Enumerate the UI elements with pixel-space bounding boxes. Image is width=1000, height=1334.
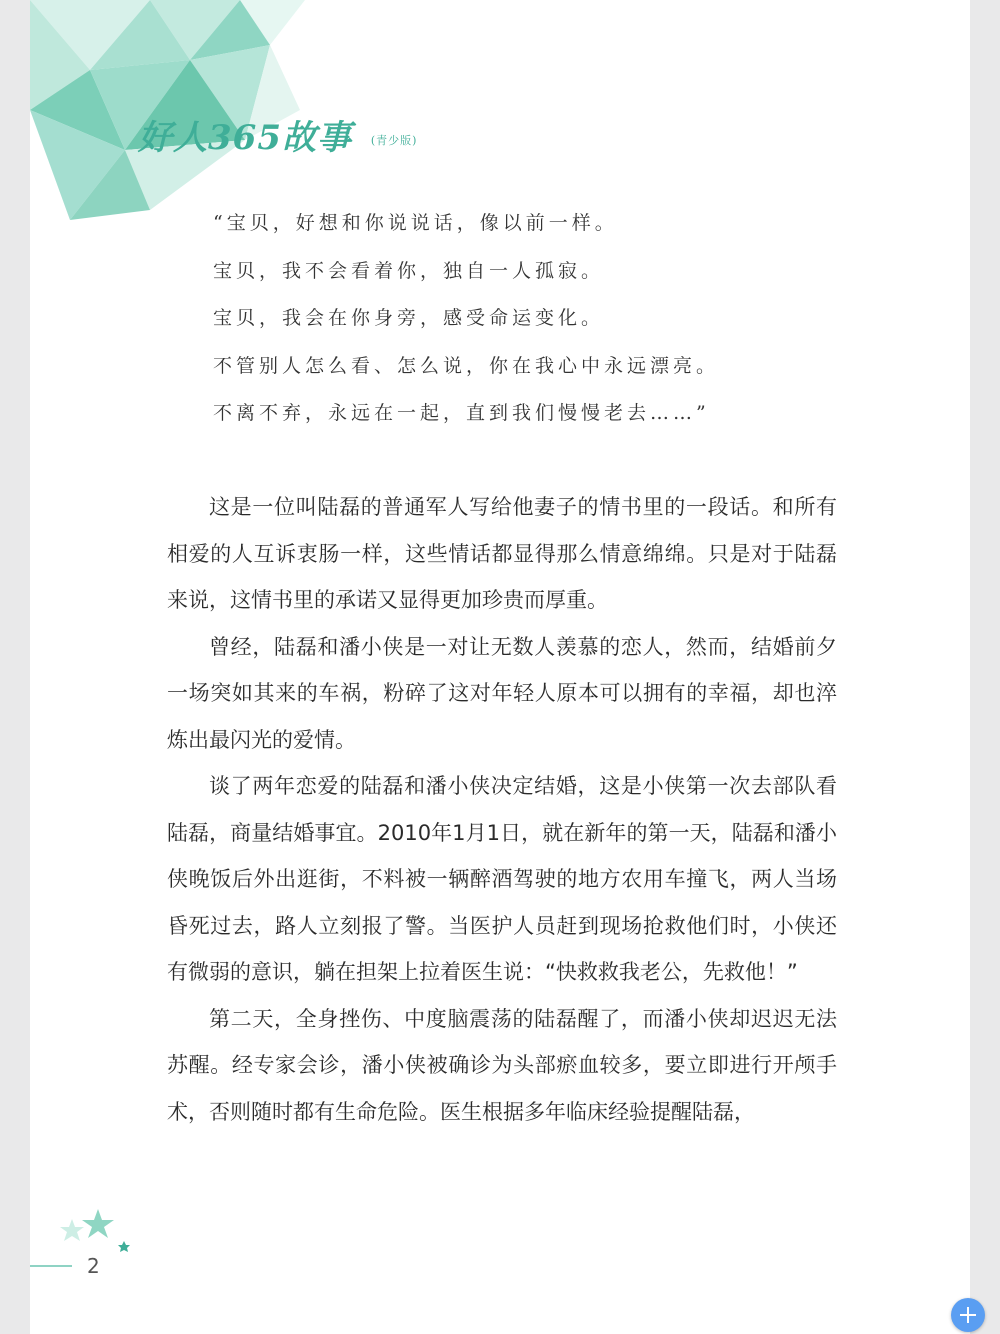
poem-line: 不管别人怎么看、怎么说，你在我心中永远漂亮。 (213, 354, 720, 377)
star-icon (60, 1219, 84, 1241)
plus-icon (959, 1306, 977, 1324)
book-page (30, 0, 970, 1334)
stars-decoration (58, 1205, 148, 1255)
star-icon (82, 1209, 114, 1238)
page-number: 2 (87, 1254, 100, 1278)
poem-quote (213, 205, 719, 443)
footer-rule (30, 1265, 72, 1267)
paragraph: 曾经，陆磊和潘小侠是一对让无数人羡慕的恋人，然而，结婚前夕一场突如其来的车祸，粉碎了这对年轻人原本可以拥有的幸福，却也淬炼出最闪光的爱情。 (167, 634, 837, 752)
add-button[interactable] (951, 1298, 985, 1332)
poem-line: 宝贝，我不会看着你，独自一人孤寂。 (213, 259, 605, 282)
star-icon (118, 1241, 130, 1252)
paragraph: 谈了两年恋爱的陆磊和潘小侠决定结婚，这是小侠第一次去部队看陆磊，商量结婚事宜。2010年1月1日，就在新年的第一天，陆磊和潘小侠晚饭后外出逛街，不料被一辆醉酒驾驶的地方农用车撞飞，两人当场昏死过去，路人立刻报了警。当医护人员赶到现场抢救他们时，小侠还有微弱的意识，躺在担架上拉着医生说：“快救救我老公，先救他！” (167, 774, 837, 984)
article-body (167, 484, 837, 1135)
poem-line: “宝贝，好想和你说说话，像以前一样。 (213, 212, 618, 234)
paragraph: 这是一位叫陆磊的普通军人写给他妻子的情书里的一段话。和所有相爱的人互诉衷肠一样，这些情话都显得那么情意绵绵。只是对于陆磊来说，这情书里的承诺又显得更加珍贵而厚重。 (167, 495, 837, 612)
poem-line: 宝贝，我会在你身旁，感受命运变化。 (213, 307, 605, 329)
logo-subtitle: (青少版) (370, 134, 418, 147)
series-logo (138, 110, 417, 159)
logo-title: 好人365故事 (138, 118, 352, 158)
poem-line: 不离不弃，永远在一起，直到我们慢慢老去……” (213, 402, 710, 424)
paragraph: 第二天，全身挫伤、中度脑震荡的陆磊醒了，而潘小侠却迟迟无法苏醒。经专家会诊，潘小侠被确诊为头部瘀血较多，要立即进行开颅手术，否则随时都有生命危险。医生根据多年临床经验提醒陆磊， (167, 1006, 837, 1124)
